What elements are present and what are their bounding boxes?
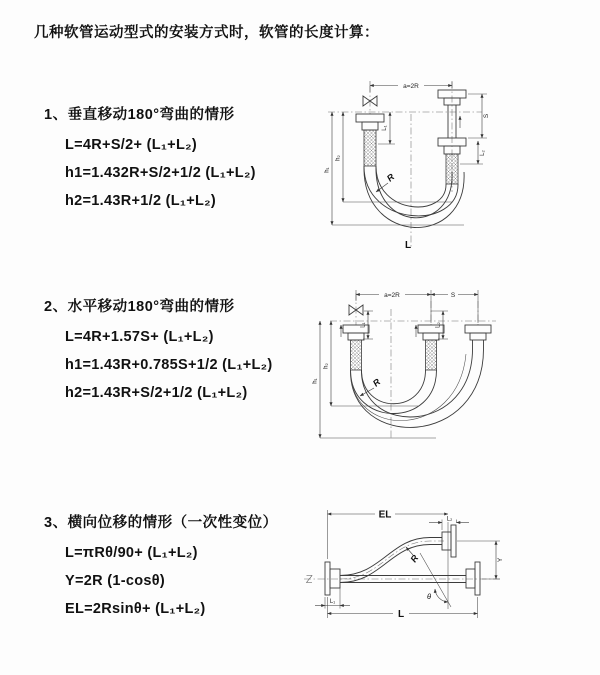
length-label: L: [404, 240, 412, 251]
section-3-heading: 3、横向位移的情形（一次性变位）: [44, 515, 278, 531]
hose-u-bend-curves: [350, 347, 483, 427]
dim-label-l2: L₂: [480, 150, 486, 156]
section-horizontal-movement: [44, 295, 273, 407]
dimension-l: [328, 597, 478, 620]
dim-label-h2: h₂: [335, 155, 342, 161]
dim-label-el: EL: [378, 509, 392, 521]
formula-length: L=4R+S/2+ (L₁+L₂): [65, 137, 197, 153]
diagram-lateral-displacement: [296, 501, 600, 648]
angle-label: θ: [426, 592, 432, 601]
dim-label-h2: h₂: [323, 363, 330, 369]
dim-label-a2r: a=2R: [384, 292, 400, 299]
page-title: 几种软管运动型式的安装方式时，软管的长度计算：: [34, 25, 379, 41]
diagram-vertical-180-bend: [312, 70, 598, 262]
dim-label-l2: L₂: [435, 322, 442, 328]
formula-length: L=4R+1.57S+ (L₁+L₂): [65, 329, 214, 345]
formula-el: EL=2Rsinθ+ (L₁+L₂): [65, 601, 206, 617]
section-1-heading: 1、垂直移动180°弯曲的情形: [44, 107, 235, 123]
dim-label-a2r: a=2R: [403, 83, 419, 90]
diagram-horizontal-180-bend: [306, 281, 600, 453]
left-pipe-fitting: [356, 114, 384, 166]
section-2-heading: 2、水平移动180°弯曲的情形: [44, 299, 235, 315]
dim-label-l1: L₁: [382, 125, 388, 131]
displaced-hose-s-curve: [340, 525, 456, 583]
left-flange: [325, 562, 340, 595]
dimension-y: [457, 541, 504, 579]
dim-label-s: S: [483, 113, 490, 119]
formula-y: Y=2R (1-cosθ): [65, 573, 165, 589]
angle-theta: [420, 553, 451, 607]
left-pipe-fitting: [343, 325, 369, 370]
dim-label-s: S: [450, 292, 456, 299]
moved-pipe-fitting: [465, 325, 491, 347]
formula-h1: h1=1.43R+0.785S+1/2 (L₁+L₂): [65, 357, 273, 373]
radius-callout: [406, 547, 421, 564]
dim-label-h1: h₁: [324, 167, 331, 173]
section-vertical-movement: [44, 103, 256, 215]
dimension-l1: [315, 585, 350, 609]
dimension-travel-s: [431, 290, 478, 323]
dimension-h1: [325, 112, 465, 225]
formula-h1: h1=1.432R+S/2+1/2 (L₁+L₂): [65, 165, 256, 181]
formula-h2: h2=1.43R+1/2 (L₁+L₂): [65, 193, 217, 209]
dim-label-l1: L₁: [360, 322, 367, 328]
dim-label-l1: L₁: [329, 599, 336, 605]
dimension-l1: [378, 112, 395, 144]
formula-length: L=πRθ/90+ (L₁+L₂): [65, 545, 198, 561]
dim-label-h1: h₁: [312, 378, 319, 384]
dimension-l2: [460, 141, 486, 164]
dim-label-l: L: [397, 609, 405, 620]
dimension-l2: [429, 517, 469, 531]
dimension-travel-s: [468, 94, 490, 138]
dim-label-y: Y: [497, 557, 504, 563]
movement-arrows: [341, 325, 416, 337]
formula-h2: h2=1.43R+S/2+1/2 (L₁+L₂): [65, 385, 248, 401]
dimension-el: [328, 510, 449, 560]
middle-pipe-fitting: [418, 325, 444, 370]
radius-label: R: [408, 553, 421, 565]
radius-label: R: [384, 171, 397, 184]
section-lateral-displacement: [44, 511, 278, 623]
dimension-h2: [324, 321, 419, 406]
centerlines: [328, 82, 482, 248]
radius-label: R: [370, 376, 383, 389]
centerlines: [304, 522, 502, 609]
dimension-span-a2r: [356, 290, 431, 323]
dimension-h2: [336, 112, 453, 202]
dim-label-l2: L₂: [446, 516, 453, 523]
